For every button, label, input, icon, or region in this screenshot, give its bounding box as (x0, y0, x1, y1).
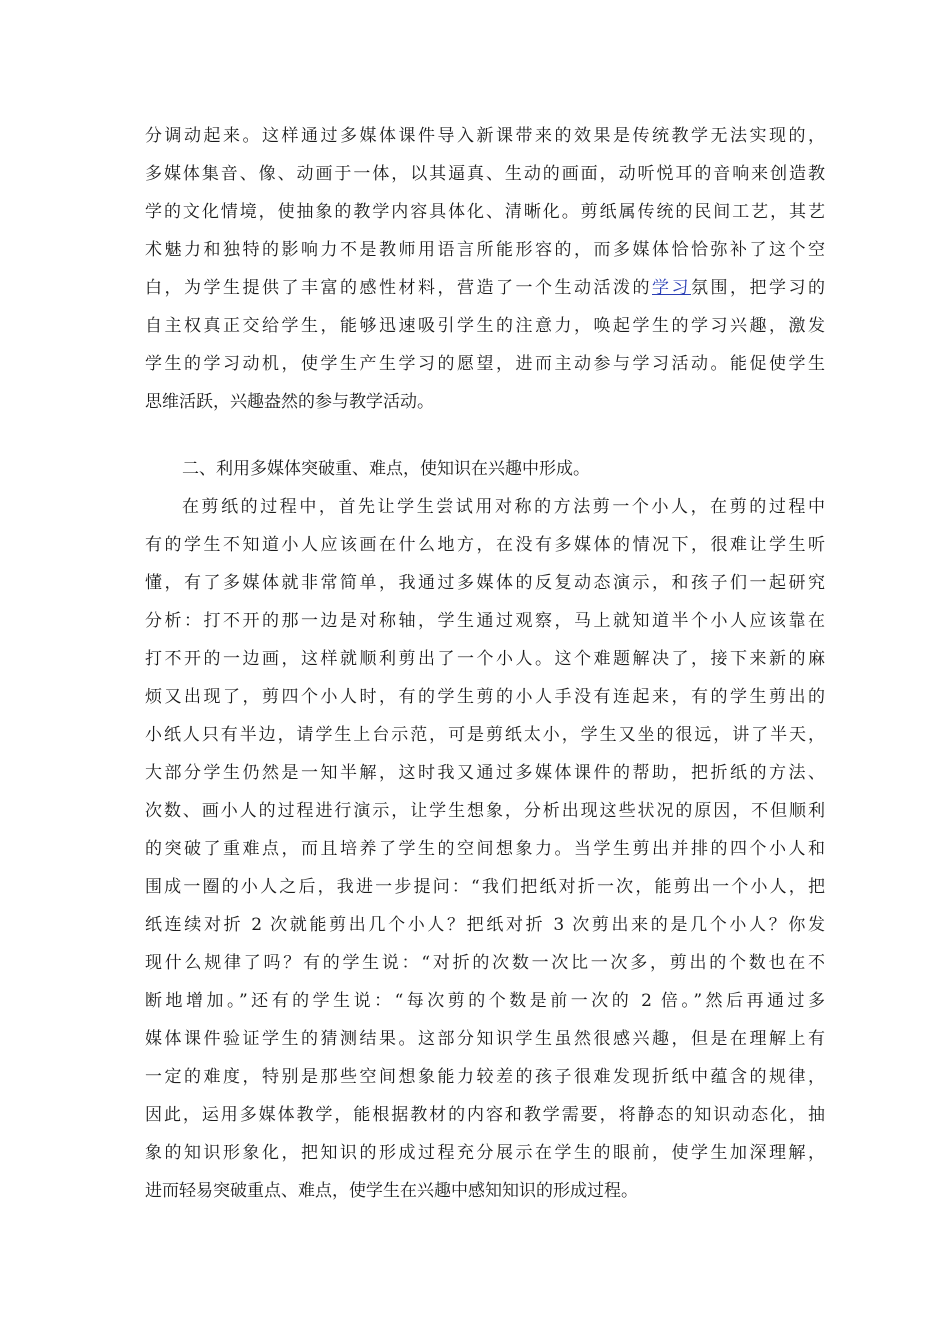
paragraph-1-line-6: 自主权真正交给学生，能够迅速吸引学生的注意力，唤起学生的学习兴趣，激发 (145, 316, 825, 336)
section-heading: 二、利用多媒体突破重、难点，使知识在兴趣中形成。 (182, 459, 590, 479)
paragraph-2-line-16: 一定的难度，特别是那些空间想象能力较差的孩子很难发现折纸中蕴含的规律， (145, 1067, 825, 1087)
paragraph-1-line-2: 多媒体集音、像、动画于一体，以其逼真、生动的画面，动听悦耳的音响来创造教 (145, 164, 825, 184)
paragraph-2-line-3: 懂，有了多媒体就非常简单，我通过多媒体的反复动态演示，和孩子们一起研究 (145, 573, 825, 593)
paragraph-2-line-2: 有的学生不知道小人应该画在什么地方，在没有多媒体的情况下，很难让学生听 (145, 535, 825, 555)
paragraph-2-line-14: 断地增加。”还有的学生说：“每次剪的个数是前一次的 2 倍。”然后再通过多 (145, 991, 825, 1011)
paragraph-2-line-12: 纸连续对折 2 次就能剪出几个小人？把纸对折 3 次剪出来的是几个小人？你发 (145, 915, 825, 935)
paragraph-2-line-15: 媒体课件验证学生的猜测结果。这部分知识学生虽然很感兴趣，但是在理解上有 (145, 1029, 825, 1049)
paragraph-1-line-5 (145, 277, 825, 299)
paragraph-2-line-10: 的突破了重难点，而且培养了学生的空间想象力。当学生剪出并排的四个小人和 (145, 839, 825, 859)
paragraph-2-line-19: 进而轻易突破重点、难点，使学生在兴趣中感知知识的形成过程。 (145, 1181, 638, 1201)
study-link[interactable]: 学习 (652, 278, 691, 298)
paragraph-2-line-7: 小纸人只有半边，请学生上台示范，可是剪纸太小，学生又坐的很远，讲了半天， (145, 725, 825, 745)
paragraph-2-line-1: 在剪纸的过程中，首先让学生尝试用对称的方法剪一个小人，在剪的过程中 (182, 497, 825, 517)
paragraph-1-line-3: 学的文化情境，使抽象的教学内容具体化、清晰化。剪纸属传统的民间工艺，其艺 (145, 202, 825, 222)
paragraph-2-line-8: 大部分学生仍然是一知半解，这时我又通过多媒体课件的帮助，把折纸的方法、 (145, 763, 825, 783)
paragraph-2-line-11: 围成一圈的小人之后，我进一步提问：“我们把纸对折一次，能剪出一个小人，把 (145, 877, 825, 897)
paragraph-2-line-17: 因此，运用多媒体教学，能根据教材的内容和教学需要，将静态的知识动态化，抽 (145, 1105, 825, 1125)
paragraph-1-line-5-text-b: 氛围，把学习的 (691, 278, 825, 298)
paragraph-1-line-1: 分调动起来。这样通过多媒体课件导入新课带来的效果是传统教学无法实现的， (145, 126, 825, 146)
paragraph-1-line-4: 术魅力和独特的影响力不是教师用语言所能形容的，而多媒体恰恰弥补了这个空 (145, 240, 825, 260)
paragraph-2-line-9: 次数、画小人的过程进行演示，让学生想象，分析出现这些状况的原因，不但顺利 (145, 801, 825, 821)
paragraph-2-line-18: 象的知识形象化，把知识的形成过程充分展示在学生的眼前，使学生加深理解， (145, 1143, 825, 1163)
paragraph-1-line-7: 学生的学习动机，使学生产生学习的愿望，进而主动参与学习活动。能促使学生 (145, 354, 825, 374)
paragraph-1-line-8: 思维活跃，兴趣盎然的参与教学活动。 (145, 392, 434, 412)
paragraph-2-line-13: 现什么规律了吗？有的学生说：“对折的次数一次比一次多，剪出的个数也在不 (145, 953, 825, 973)
paragraph-1-line-5-text-a: 白，为学生提供了丰富的感性材料，营造了一个生动活泼的 (145, 278, 652, 298)
paragraph-2-line-4: 分析：打不开的那一边是对称轴，学生通过观察，马上就知道半个小人应该靠在 (145, 611, 825, 631)
paragraph-2-line-6: 烦又出现了，剪四个小人时，有的学生剪的小人手没有连起来，有的学生剪出的 (145, 687, 825, 707)
paragraph-2-line-5: 打不开的一边画，这样就顺利剪出了一个小人。这个难题解决了，接下来新的麻 (145, 649, 825, 669)
